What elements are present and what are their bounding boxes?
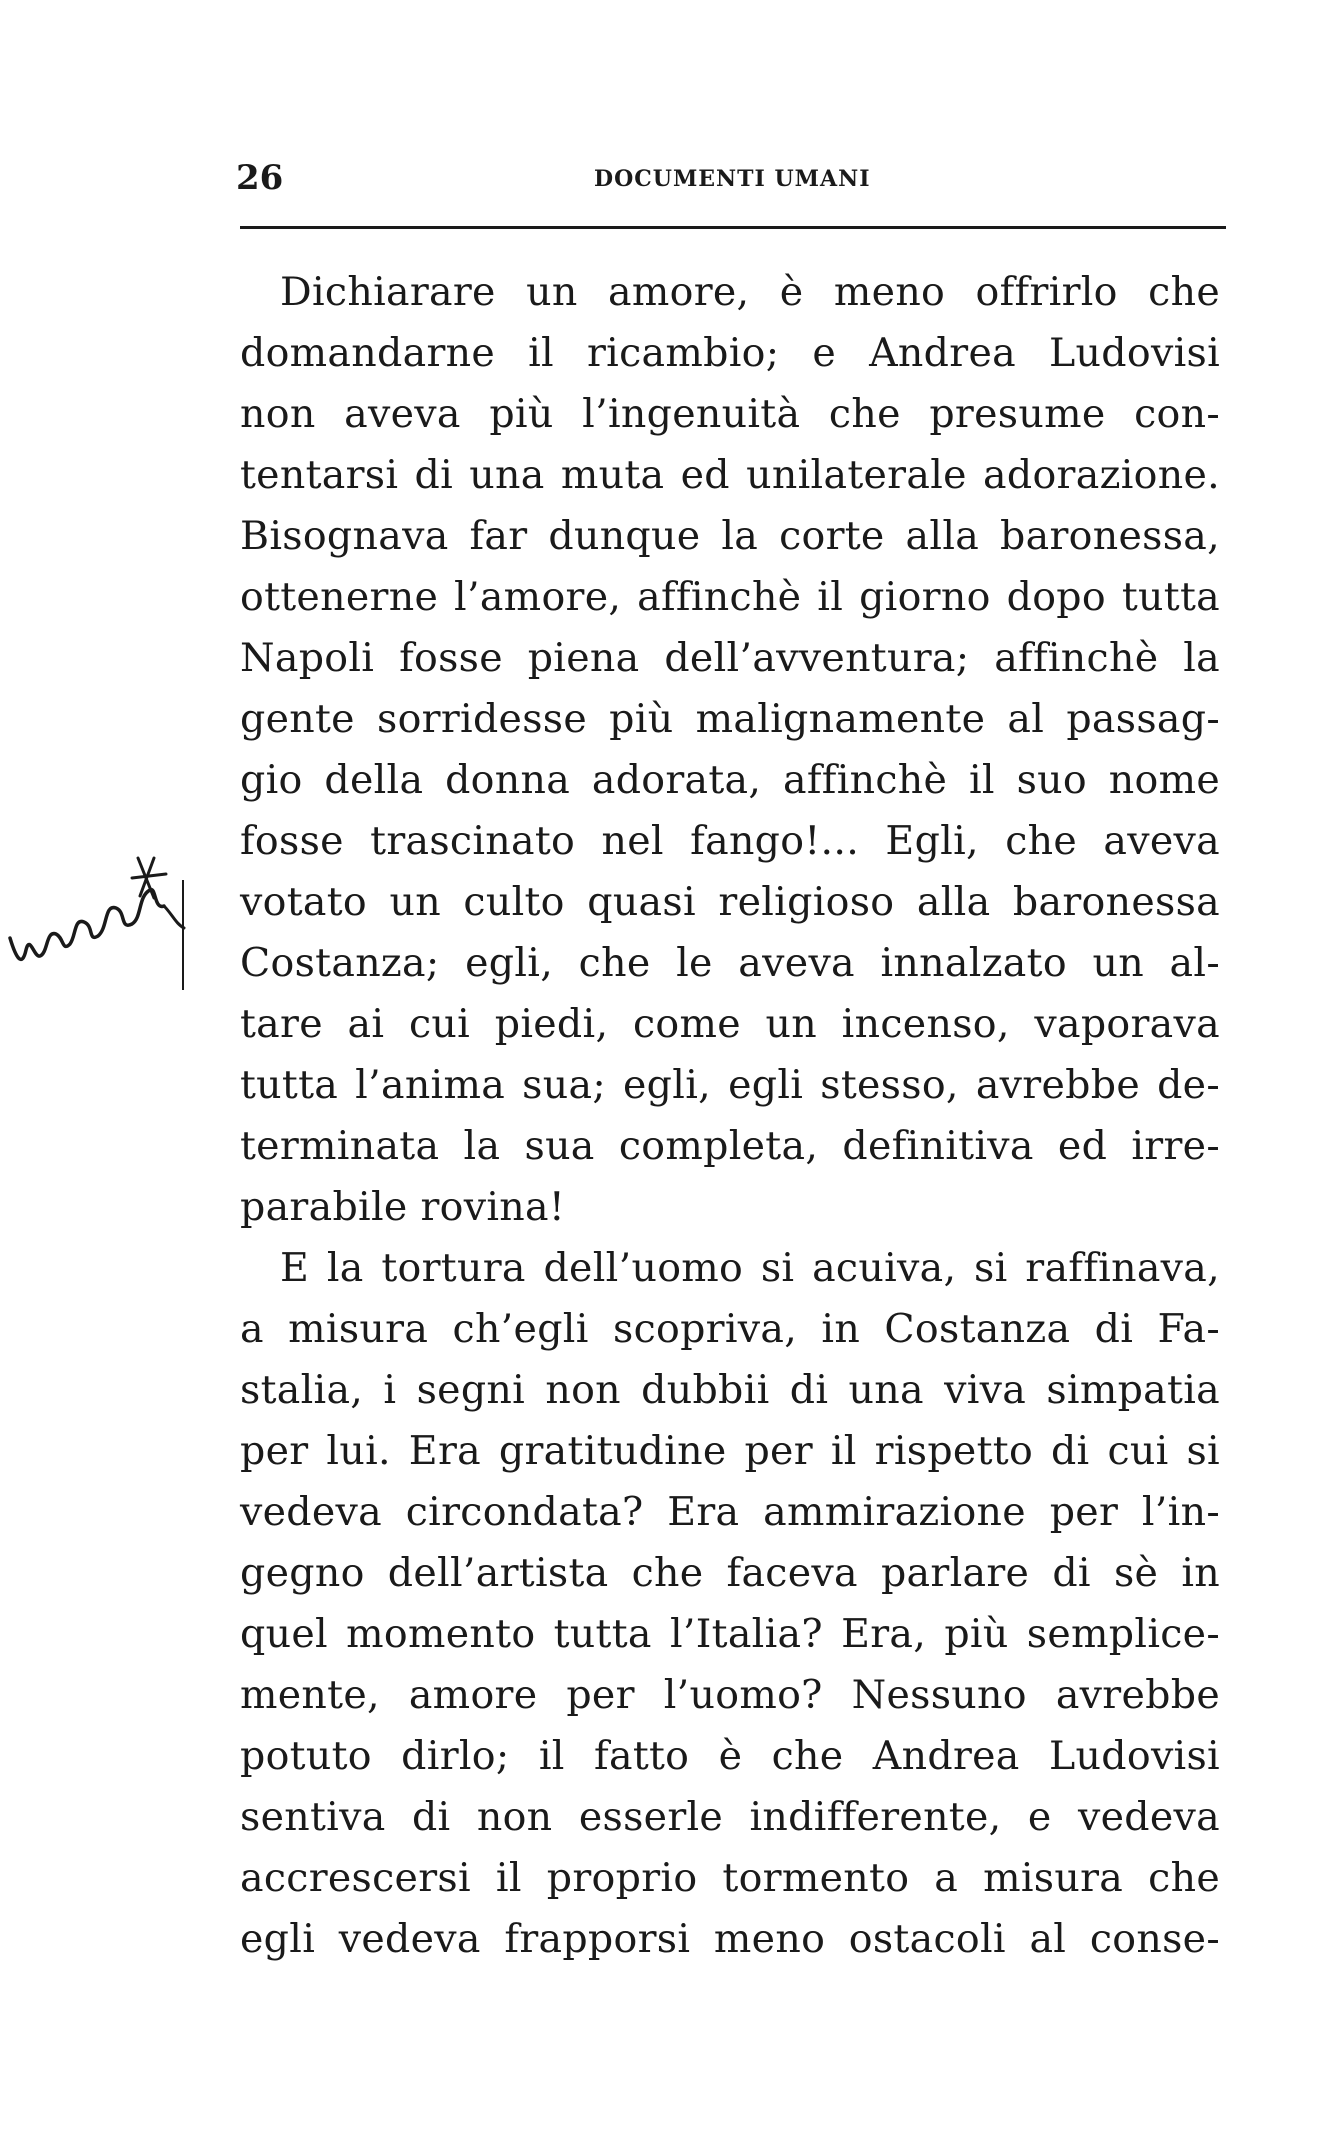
text-line: stalia, i segni non dubbii di una viva simpatia bbox=[240, 1367, 1220, 1413]
text-line: sentiva di non esserle indifferente, e vedeva bbox=[240, 1794, 1220, 1840]
text-line: gio della donna adorata, affinchè il suo nome bbox=[240, 757, 1220, 803]
text-line: tutta l’anima sua; egli, egli stesso, avrebbe de- bbox=[240, 1062, 1220, 1108]
text-line: tare ai cui piedi, come un incenso, vaporava bbox=[240, 1001, 1220, 1047]
paragraph-1 bbox=[240, 262, 1220, 1238]
text-line: egli vedeva frapporsi meno ostacoli al conse- bbox=[240, 1916, 1220, 1962]
text-line: a misura ch’egli scopriva, in Costanza di Fa- bbox=[240, 1306, 1220, 1352]
text-line: domandarne il ricambio; e Andrea Ludovisi bbox=[240, 330, 1220, 376]
text-line: non aveva più l’ingenuità che presume con- bbox=[240, 391, 1220, 437]
paragraph-2 bbox=[240, 1238, 1220, 1970]
text-line: gente sorridesse più malignamente al passag- bbox=[240, 696, 1220, 742]
running-title: DOCUMENTI UMANI bbox=[594, 166, 871, 192]
text-line: E la tortura dell’uomo si acuiva, si raffinava, bbox=[280, 1245, 1220, 1291]
text-line: potuto dirlo; il fatto è che Andrea Ludovisi bbox=[240, 1733, 1220, 1779]
body-text bbox=[240, 262, 1220, 1970]
text-line: fosse trascinato nel fango!... Egli, che aveva bbox=[240, 818, 1220, 864]
text-line: parabile rovina! bbox=[240, 1184, 566, 1230]
margin-bar bbox=[182, 880, 184, 990]
text-line: terminata la sua completa, definitiva ed irre- bbox=[240, 1123, 1220, 1169]
text-line: ottenerne l’amore, affinchè il giorno dopo tutta bbox=[240, 574, 1220, 620]
header-rule bbox=[240, 226, 1226, 229]
text-line: mente, amore per l’uomo? Nessuno avrebbe bbox=[240, 1672, 1220, 1718]
text-line: gegno dell’artista che faceva parlare di sè in bbox=[240, 1550, 1220, 1596]
text-line: Dichiarare un amore, è meno offrirlo che bbox=[280, 269, 1220, 315]
text-line: Costanza; egli, che le aveva innalzato un al- bbox=[240, 940, 1220, 986]
handwritten-margin-note bbox=[4, 838, 204, 988]
text-line: accrescersi il proprio tormento a misura che bbox=[240, 1855, 1220, 1901]
text-line: quel momento tutta l’Italia? Era, più semplice- bbox=[240, 1611, 1220, 1657]
page-header bbox=[236, 158, 1226, 206]
text-line: votato un culto quasi religioso alla baronessa bbox=[240, 879, 1220, 925]
page-number: 26 bbox=[236, 158, 284, 198]
handwriting-stroke bbox=[164, 906, 184, 928]
text-line: tentarsi di una muta ed unilaterale adorazione. bbox=[240, 452, 1220, 498]
text-line: per lui. Era gratitudine per il rispetto di cui si bbox=[240, 1428, 1220, 1474]
text-line: vedeva circondata? Era ammirazione per l’in- bbox=[240, 1489, 1220, 1535]
text-line: Napoli fosse piena dell’avventura; affinchè la bbox=[240, 635, 1220, 681]
text-line: Bisognava far dunque la corte alla baronessa, bbox=[240, 513, 1220, 559]
handwriting-stroke bbox=[10, 890, 164, 960]
